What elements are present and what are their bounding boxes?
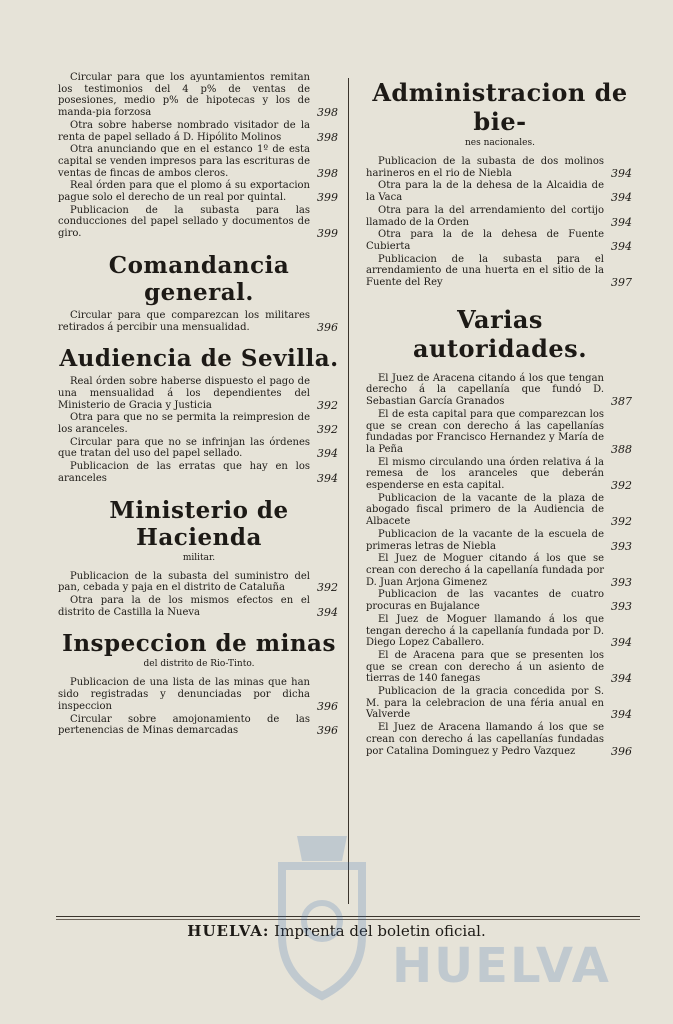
page-number: 387 [611,395,632,409]
page-number: 394 [317,447,338,461]
column-divider [348,78,349,904]
page-number: 396 [611,744,632,758]
page-number: 392 [317,398,338,412]
page-number: 392 [611,479,632,493]
section-subheading: del distrito de Rio-Tinto. [143,659,255,670]
index-entry: El de esta capital para que comparezcan los que se crean con derecho á las capellanías fundadas por Francisco Hernandez y María de la Peña 388 [366,408,632,456]
index-entry: Circular para que comparezcan los militares retirados á percibir una mensualidad. 396 [58,309,338,334]
page-number: 394 [611,215,632,229]
section-subheading: nes nacionales. [465,138,535,148]
index-entry: Otra para la del arrendamiento del cortijo llamado de la Orden 394 [366,204,632,229]
index-entry: Publicacion de una lista de las minas que han sido registradas y denunciadas por dicha inspeccion 396 [58,677,338,713]
page-number: 394 [611,672,632,686]
index-entry: El Juez de Aracena citando á los que tengan derecho á la capellanía que fundó D. Sebastian García Granados 387 [366,372,632,409]
index-entry: Publicacion de la gracia concedida por S. M. para la celebracion de una féria anual en Valverde 394 [366,686,632,722]
section-heading-inspeccion: Inspeccion de minas [62,630,336,658]
page-number: 397 [611,276,632,290]
index-entry: Publicacion de la subasta de dos molinos harineros en el rio de Niebla 394 [366,156,632,180]
page-number: 394 [611,166,632,180]
page-number: 392 [611,515,632,529]
page-number: 394 [611,636,632,650]
index-entry: Circular sobre amojonamiento de las pertenencias de Minas demarcadas 396 [58,713,338,738]
page-number: 399 [317,227,338,241]
index-entry: Otra sobre haberse nombrado visitador de la renta de papel sellado á D. Hipólito Molinos 398 [58,119,338,144]
index-entry: El de Aracena para que se presenten los que se crean con derecho á un asiento de tierras de 140 fanegas 394 [366,649,632,686]
right-column [366,72,634,758]
page-number: 394 [317,605,338,619]
index-entry: El Juez de Moguer llamando á los que tengan derecho á la capellanía fundada por D. Diego Lopez Caballero. 394 [366,613,632,650]
section-heading-comandancia: Comandancia general. [108,251,290,306]
index-entry: Publicacion de las vacantes de cuatro procuras en Bujalance 393 [366,589,632,614]
section-heading-ministerio: Ministerio de Hacienda [109,496,289,551]
section-heading-administracion: Administracion de bie- [372,78,628,136]
index-entry: Otra para la de los mismos efectos en el distrito de Castilla la Nueva 394 [58,594,338,619]
page-number: 398 [317,130,338,144]
imprint-city: HUELVA: [187,922,270,940]
index-entry: Publicacion de las erratas que hay en los aranceles 394 [58,461,338,485]
page-number: 392 [317,423,338,437]
index-entry: Real órden para que el plomo á su exportacion pague solo el derecho de un real por quintal. 399 [58,180,338,205]
index-entry: Real órden sobre haberse dispuesto el pago de una mensualidad á los dependientes del Ministerio de Gracia y Justicia 392 [58,376,338,412]
page-number: 399 [317,191,338,205]
page-number: 396 [317,724,338,738]
page-number: 398 [317,166,338,180]
page-number: 398 [317,106,338,120]
index-entry: Otra para que no se permita la reimpresion de los aranceles. 392 [58,412,338,437]
page-number: 394 [611,239,632,253]
section-heading-audiencia: Audiencia de Sevilla. [59,345,339,373]
page-number: 396 [317,320,338,334]
index-entry: El Juez de Moguer citando á los que se crean con derecho á la capellanía fundada por D. Juan Arjona Gimenez 393 [366,553,632,589]
index-entry: Publicacion de la subasta del suministro del pan, cebada y paja en el distrito de Cataluña 392 [58,570,338,595]
index-entry: Circular para que los ayuntamientos remitan los testimonios del 4 p% de ventas de posesiones, medio p% de hipotecas y los de manda-pia forzosa 398 [58,72,338,120]
index-entry: Publicacion de la vacante de la plaza de abogado fiscal primero de la Audiencia de Albacete 392 [366,492,632,529]
page-number: 394 [611,191,632,205]
page-number: 396 [317,699,338,713]
section-heading-varias: Varias autoridades. [412,304,588,363]
index-entry: Otra anunciando que en el estanco 1º de esta capital se venden impresos para las escrituras de ventas de fincas de ambos cleros. 398 [58,144,338,180]
page-number: 393 [611,539,632,553]
watermark [262,826,634,1006]
index-entry: El Juez de Aracena llamando á los que se crean con derecho á las capellanías fundadas por Catalina Dominguez y Pedro Vazquez 396 [366,722,632,758]
coat-of-arms-icon [262,826,382,1006]
index-entry: Publicacion de la subasta para las conducciones del papel sellado y documentos de giro. 399 [58,204,338,241]
page-number: 394 [317,471,338,485]
entries-top [58,72,340,240]
section-subheading: militar. [182,552,216,563]
page-number: 388 [611,442,632,456]
index-entry: Otra para la de la dehesa de la Alcaidia de la Vaca 394 [366,180,632,205]
page-number: 393 [611,575,632,589]
watermark-text: HUELVA [392,938,611,994]
index-entry: Circular para que no se infrinjan las órdenes que tratan del uso del papel sellado. 394 [58,436,338,461]
imprint-text: Imprenta del boletin oficial. [274,922,486,940]
page-number: 393 [611,600,632,614]
left-column [58,72,340,738]
index-entry: El mismo circulando una órden relativa á la remesa de los aranceles que deberán espenderse en esta capital. 392 [366,456,632,493]
page-number: 394 [611,708,632,722]
index-entry: Publicacion de la vacante de la escuela de primeras letras de Niebla 393 [366,528,632,553]
index-entry: Publicacion de la subasta para el arrendamiento de una huerta en el sitio de la Fuente del Rey 397 [366,253,632,290]
page-number: 392 [317,581,338,595]
index-entry: Otra para la de la dehesa de Fuente Cubierta 394 [366,229,632,253]
